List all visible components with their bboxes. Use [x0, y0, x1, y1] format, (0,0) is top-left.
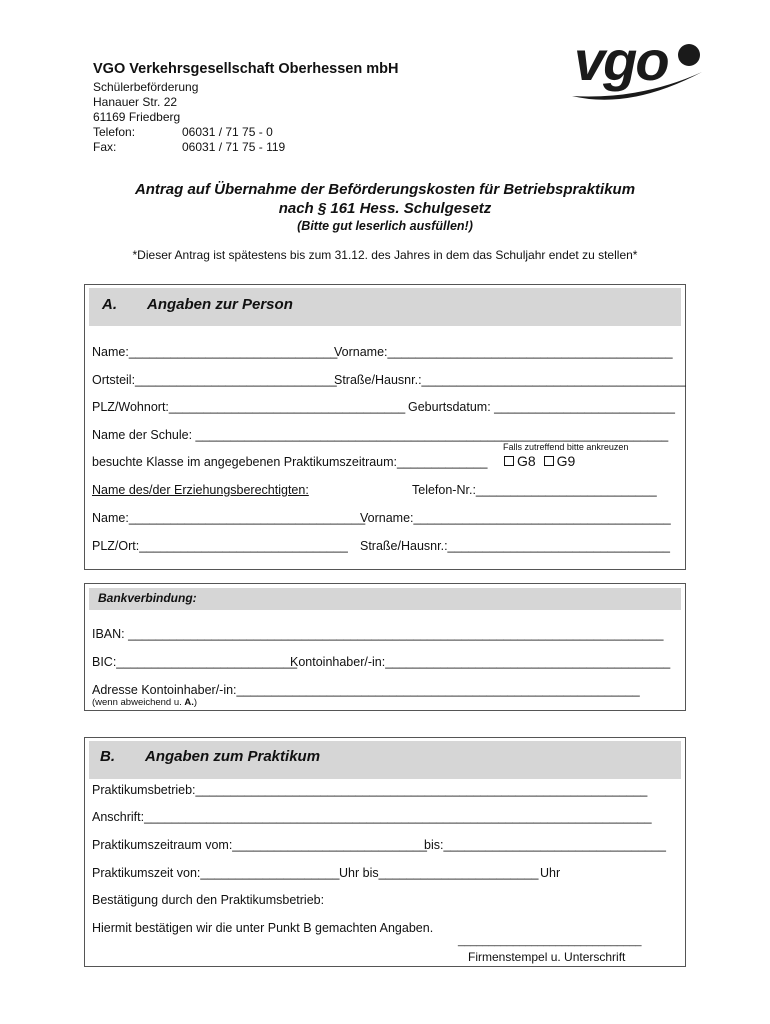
bic-field[interactable]: BIC:__________________________ [92, 655, 298, 669]
strasse-field[interactable]: Straße/Hausnr.:______________________________________ [334, 373, 686, 387]
plz-wohnort-field[interactable]: PLZ/Wohnort:__________________________________ [92, 400, 406, 414]
g8-g9-options [500, 453, 575, 469]
klasse-field[interactable]: besuchte Klasse im angegebenen Praktikumszeitraum:_____________ [92, 455, 488, 469]
erz-vorname-field[interactable]: Vorname:_____________________________________ [360, 511, 671, 525]
zeitraum-von-field[interactable]: Praktikumszeitraum vom:____________________________ [92, 838, 427, 852]
uhr-bis-field[interactable]: Uhr bis_______________________ [339, 866, 539, 880]
g9-checkbox[interactable] [544, 456, 554, 466]
erz-plz-ort-field[interactable]: PLZ/Ort:______________________________ [92, 539, 348, 553]
section-b-letter: B. [100, 748, 115, 765]
name-field[interactable]: Name:______________________________ [92, 345, 338, 359]
company-fax: 06031 / 71 75 - 119 [182, 140, 286, 154]
company-phone-label: Telefon: [93, 125, 136, 139]
praktikumsbetrieb-field[interactable]: Praktikumsbetrieb:_________________________________________________________________ [92, 783, 648, 797]
section-a-letter: A. [102, 296, 117, 313]
erziehungsberechtigte-heading: Name des/der Erziehungsberechtigten: [92, 483, 309, 497]
telefon-field[interactable]: Telefon-Nr.:__________________________ [412, 483, 657, 497]
company-street: Hanauer Str. 22 [93, 95, 178, 109]
praktikumszeit-von-field[interactable]: Praktikumszeit von:____________________ [92, 866, 340, 880]
form-title-line2: nach § 161 Hess. Schulgesetz [278, 200, 492, 217]
company-phone: 06031 / 71 75 - 0 [182, 125, 273, 139]
erz-strasse-field[interactable]: Straße/Hausnr.:________________________________ [360, 539, 670, 553]
company-city: 61169 Friedberg [93, 110, 181, 124]
adresse-kontoinhaber-field[interactable]: Adresse Kontoinhaber/-in:__________________________________________________________ [92, 683, 640, 697]
logo-dot-icon [678, 44, 700, 66]
falls-hint: Falls zutreffend bitte ankreuzen [503, 442, 629, 452]
deadline-note: *Dieser Antrag ist spätestens bis zum 31.12. des Jahres in dem das Schuljahr endet zu stellen* [132, 248, 638, 262]
schule-field[interactable]: Name der Schule: ____________________________________________________________________ [92, 428, 669, 442]
section-a-title: Angaben zur Person [147, 296, 293, 313]
logo-swoosh-icon [570, 66, 710, 106]
g8-checkbox[interactable] [504, 456, 514, 466]
section-b-title: Angaben zum Praktikum [145, 748, 321, 765]
section-a-box [84, 284, 686, 570]
kontoinhaber-field[interactable]: Kontoinhaber/-in:_________________________________________ [290, 655, 671, 669]
uhr-label: Uhr [540, 866, 561, 880]
logo-text: vgo [574, 29, 668, 92]
zeitraum-bis-field[interactable]: bis:________________________________ [424, 838, 666, 852]
ortsteil-field[interactable]: Ortsteil:_____________________________ [92, 373, 337, 387]
form-title-line1: Antrag auf Übernahme der Beförderungskosten für Betriebspraktikum [134, 181, 636, 198]
signature-line[interactable]: ______________________________ [458, 935, 642, 947]
bestaetigung-label: Bestätigung durch den Praktikumsbetrieb: [92, 893, 325, 907]
form-hint: (Bitte gut leserlich ausfüllen!) [297, 219, 473, 233]
g9-label: G9 [556, 453, 576, 469]
company-dept: Schülerbeförderung [93, 80, 199, 94]
anschrift-field[interactable]: Anschrift:_________________________________________________________________________ [92, 810, 652, 824]
geburtsdatum-field[interactable]: Geburtsdatum: __________________________ [408, 400, 675, 414]
vorname-field[interactable]: Vorname:_________________________________________ [334, 345, 673, 359]
company-name: VGO Verkehrsgesellschaft Oberhessen mbH [93, 61, 399, 77]
hiermit-text: Hiermit bestätigen wir die unter Punkt B gemachten Angaben. [92, 921, 434, 935]
vgo-logo [570, 29, 710, 106]
iban-field[interactable]: IBAN: _____________________________________________________________________________ [92, 627, 664, 641]
erz-name-field[interactable]: Name:__________________________________ [92, 511, 366, 525]
g8-label: G8 [517, 453, 536, 469]
adresse-note: (wenn abweichend u. A.) [92, 697, 198, 708]
firmenstempel-label: Firmenstempel u. Unterschrift [468, 950, 626, 964]
bank-title: Bankverbindung: [98, 591, 197, 605]
company-fax-label: Fax: [93, 140, 117, 154]
